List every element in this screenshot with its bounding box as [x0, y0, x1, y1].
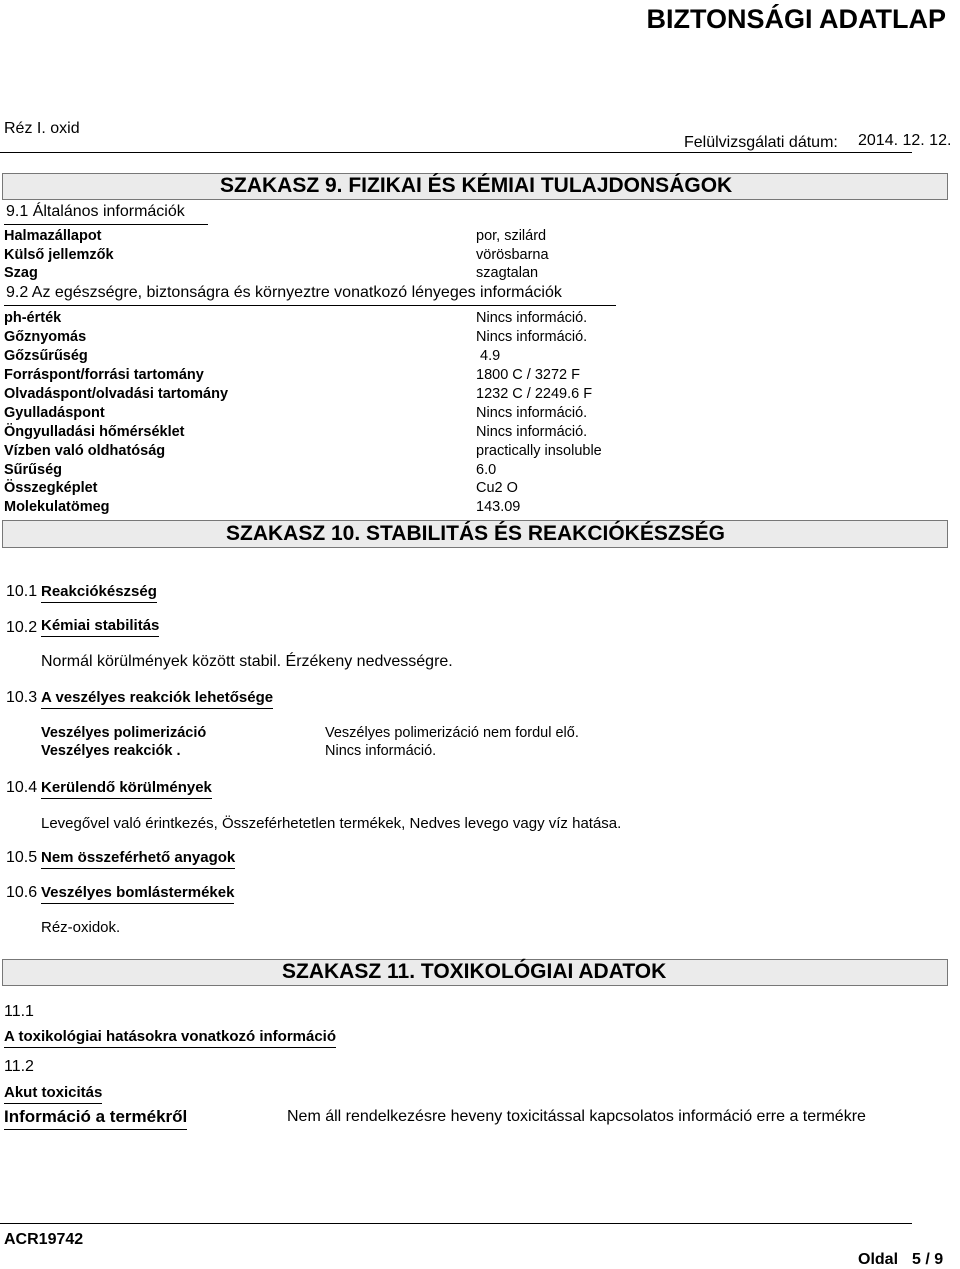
prop-label: Olvadáspont/olvadási tartomány	[4, 386, 229, 402]
prop-value: Nincs információ.	[476, 329, 588, 345]
prop-label: Vízben való oldhatóság	[4, 443, 166, 459]
prop-value: practically insoluble	[476, 443, 602, 459]
prop-label: Forráspont/forrási tartomány	[4, 367, 204, 383]
prop-value: 1800 C / 3272 F	[476, 367, 580, 383]
stability-text: Normál körülmények között stabil. Érzékeny nedvességre.	[41, 653, 453, 670]
subsection-9-1-title: 9.1 Általános információk	[6, 203, 185, 220]
subsection-number: 11.1	[4, 1003, 34, 1020]
subsection-10-1-title: Reakciókészség	[41, 583, 157, 603]
subsection-9-2-title: 9.2 Az egészségre, biztonságra és környeztre vonatkozó lényeges információk	[6, 284, 562, 301]
prop-value: 143.09	[476, 499, 521, 515]
prop-label: Gőznyomás	[4, 329, 87, 345]
prop-value: 6.0	[476, 462, 497, 478]
prop-value: vörösbarna	[476, 247, 549, 263]
revision-date: 2014. 12. 12.	[858, 132, 952, 149]
subsection-10-6-title: Veszélyes bomlástermékek	[41, 884, 234, 904]
prop-value: szagtalan	[476, 265, 539, 281]
section-10-title: SZAKASZ 10. STABILITÁS ÉS REAKCIÓKÉSZSÉG	[226, 522, 726, 545]
section-11-title: SZAKASZ 11. TOXIKOLÓGIAI ADATOK	[282, 960, 667, 983]
prop-value: Nincs információ.	[476, 310, 588, 326]
subsection-number: 11.2	[4, 1058, 34, 1075]
prop-label: Külső jellemzők	[4, 247, 114, 263]
prop-label: Molekulatömeg	[4, 499, 110, 515]
document-code: ACR19742	[4, 1231, 84, 1248]
page-number: 5 / 9	[912, 1251, 944, 1268]
prop-value: Cu2 O	[476, 480, 518, 496]
prop-label: Gőzsűrűség	[4, 348, 88, 364]
footer-divider	[0, 1223, 912, 1224]
prop-label: Öngyulladási hőmérséklet	[4, 424, 185, 440]
prop-value: Nincs információ.	[476, 424, 588, 440]
subsection-number: 10.5	[6, 849, 38, 866]
prop-value: 4.9	[480, 348, 501, 364]
section-9-title: SZAKASZ 9. FIZIKAI ÉS KÉMIAI TULAJDONSÁGOK	[220, 174, 733, 197]
prop-value: 1232 C / 2249.6 F	[476, 386, 593, 402]
subsection-9-1-underline	[4, 224, 208, 225]
subsection-11-2-title: Akut toxicitás	[4, 1084, 102, 1104]
decomposition-text: Réz-oxidok.	[41, 919, 121, 936]
reaction-label: Veszélyes polimerizáció	[41, 725, 207, 741]
subsection-10-4-title: Kerülendő körülmények	[41, 779, 212, 799]
prop-value: Nincs információ.	[476, 405, 588, 421]
subsection-10-2-title: Kémiai stabilitás	[41, 617, 159, 637]
prop-label: ph-érték	[4, 310, 62, 326]
subsection-10-3-title: A veszélyes reakciók lehetősége	[41, 689, 273, 709]
product-info-value: Nem áll rendelkezésre heveny toxicitással kapcsolatos információ erre a termékre	[287, 1108, 866, 1125]
document-title: BIZTONSÁGI ADATLAP	[646, 4, 946, 34]
prop-label: Sűrűség	[4, 462, 63, 478]
subsection-number: 10.2	[6, 619, 38, 636]
subsection-9-2-underline	[4, 305, 616, 306]
prop-label: Szag	[4, 265, 38, 281]
subsection-11-1-title: A toxikológiai hatásokra vonatkozó információ	[4, 1028, 336, 1048]
subsection-number: 10.4	[6, 779, 38, 796]
subsection-number: 10.1	[6, 583, 38, 600]
reaction-value: Nincs információ.	[325, 743, 437, 759]
product-info-label: Információ a termékről	[4, 1107, 187, 1130]
prop-value: por, szilárd	[476, 228, 547, 244]
subsection-number: 10.6	[6, 884, 38, 901]
reaction-label: Veszélyes reakciók .	[41, 743, 181, 759]
subsection-10-5-title: Nem összeférhető anyagok	[41, 849, 235, 869]
conditions-text: Levegővel való érintkezés, Összeférhetetlen termékek, Nedves levego vagy víz hatása.	[41, 815, 622, 832]
prop-label: Összegképlet	[4, 480, 98, 496]
revision-label: Felülvizsgálati dátum:	[684, 134, 838, 151]
subsection-number: 10.3	[6, 689, 38, 706]
header-divider	[0, 152, 912, 153]
product-name: Réz I. oxid	[4, 120, 80, 137]
reaction-value: Veszélyes polimerizáció nem fordul elő.	[325, 725, 579, 741]
prop-label: Halmazállapot	[4, 228, 102, 244]
page-label: Oldal	[858, 1251, 899, 1268]
prop-label: Gyulladáspont	[4, 405, 105, 421]
